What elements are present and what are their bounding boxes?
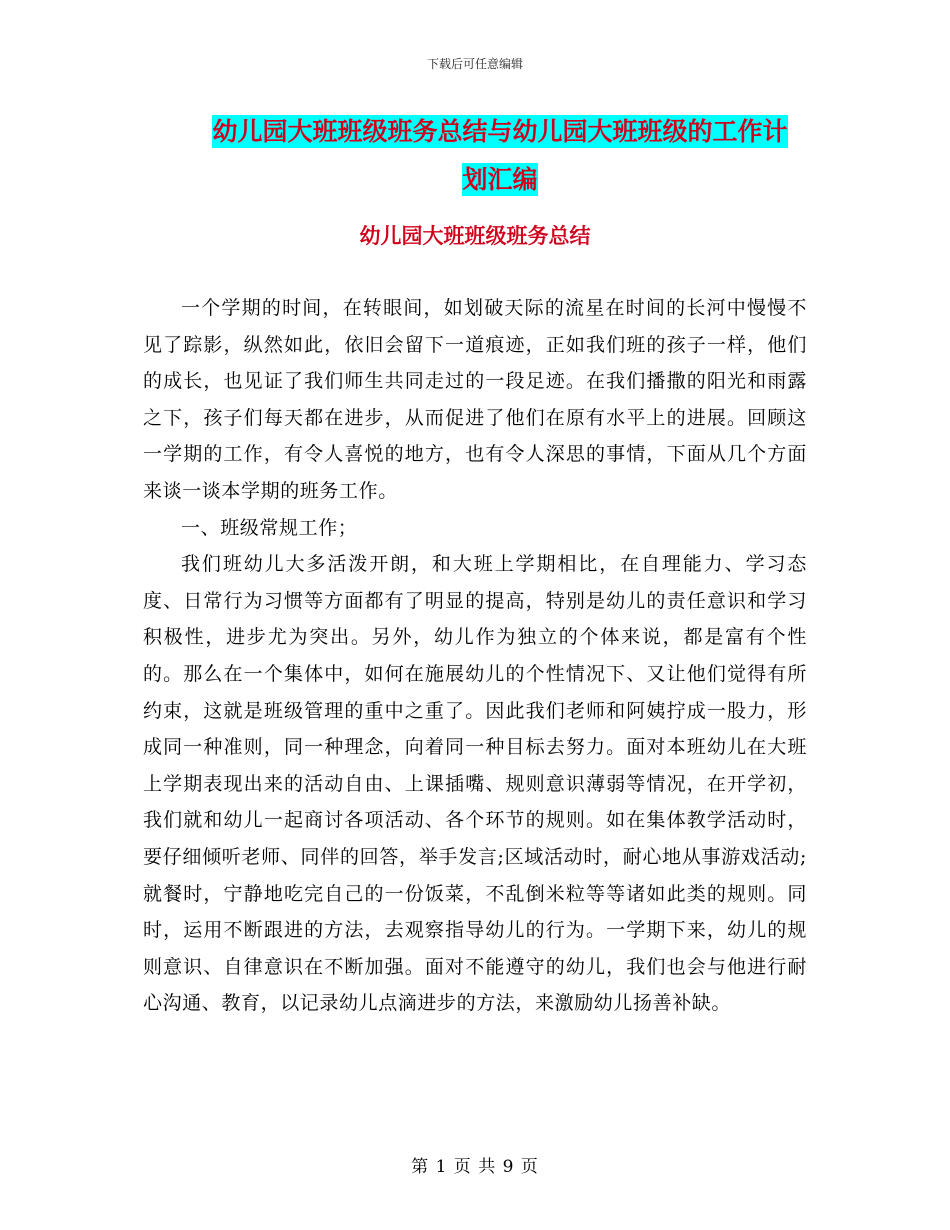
paragraph: 一、班级常规工作； (181, 516, 358, 539)
paragraph: 一个学期的时间，在转眼间，如划破天际的流星在时间的长河中慢慢不见了踪影，纵然如此，依旧会留下一道痕迹，正如我们班的孩子一样，他们的成长，也见证了我们师生共同走过的一段足迹。在我们播撒的阳光和雨露之下，孩子们每天都在进步，从而促进了他们在原有水平上的进展。回顾这一学期的工作，有令人喜悦的地方，也有令人深思的事情，下面从几个方面来谈一谈本学期的班务工作。 (143, 297, 807, 502)
title-line-2: 划汇编 (462, 165, 538, 194)
title-line-1: 幼儿园大班班级班务总结与幼儿园大班班级的工作计 (212, 117, 788, 146)
page-footer: 第 1 页 共 9 页 (411, 1157, 539, 1177)
document-title (180, 108, 820, 204)
header-note: 下载后可任意编辑 (426, 57, 523, 71)
body-text (143, 290, 807, 1022)
paragraph: 我们班幼儿大多活泼开朗，和大班上学期相比，在自理能力、学习态度、日常行为习惯等方面都有了明显的提高，特别是幼儿的责任意识和学习积极性，进步尤为突出。另外，幼儿作为独立的个体来说，都是富有个性的。那么在一个集体中，如何在施展幼儿的个性情况下、又让他们觉得有所约束，这就是班级管理的重中之重了。因此我们老师和阿姨拧成一股力，形成同一种准则，同一种理念，向着同一种目标去努力。面对本班幼儿在大班上学期表现出来的活动自由、上课插嘴、规则意识薄弱等情况，在开学初，我们就和幼儿一起商讨各项活动、各个环节的规则。如在集体教学活动时，要仔细倾听老师、同伴的回答，举手发言;区域活动时，耐心地从事游戏活动;就餐时，宁静地吃完自己的一份饭菜，不乱倒米粒等等诸如此类的规则。同时，运用不断跟进的方法，去观察指导幼儿的行为。一学期下来，幼儿的规则意识、自律意识在不断加强。面对不能遵守的幼儿，我们也会与他进行耐心沟通、教育，以记录幼儿点滴进步的方法，来激励幼儿扬善补缺。 (143, 553, 807, 1015)
section-title: 幼儿园大班班级班务总结 (359, 224, 591, 248)
